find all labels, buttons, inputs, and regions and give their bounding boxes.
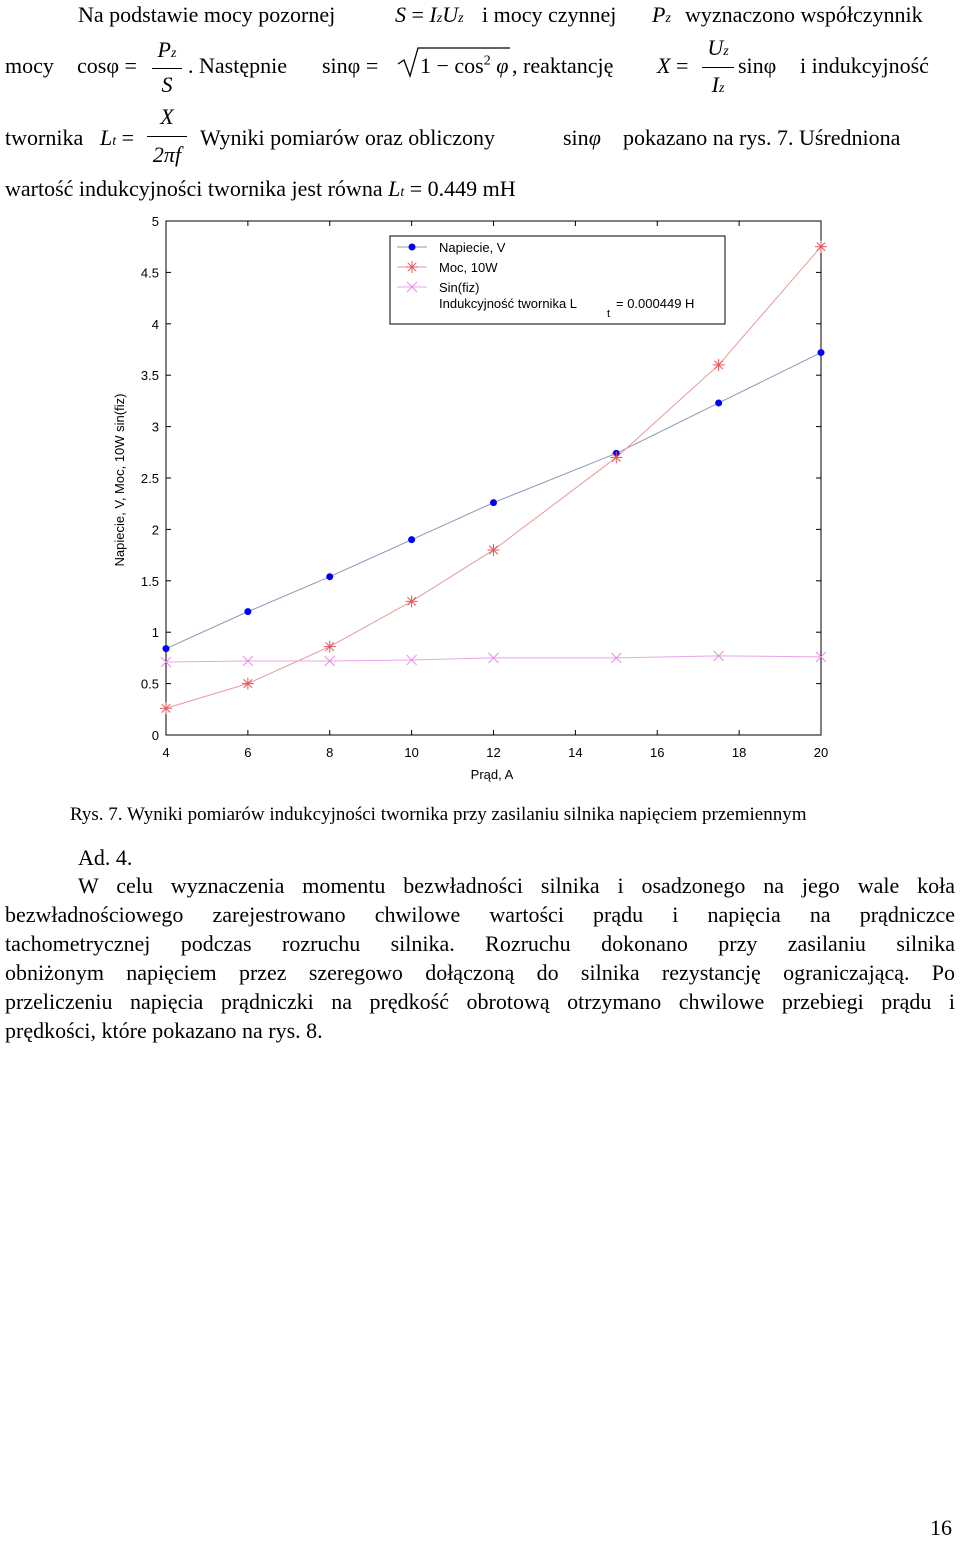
data-point-series-0 xyxy=(409,537,415,543)
fraction-uz-over-iz: Uz Iz xyxy=(700,35,736,98)
data-point-series-0 xyxy=(245,609,251,615)
text-fragment: Wyniki pomiarów oraz obliczony xyxy=(200,125,495,150)
y-tick-label: 2 xyxy=(151,522,159,538)
y-tick-label: 1 xyxy=(151,625,159,641)
y-tick-label: 1.5 xyxy=(140,573,159,589)
x-tick-label: 16 xyxy=(650,745,665,760)
data-point-series-0 xyxy=(327,574,333,580)
data-point-series-0 xyxy=(818,350,824,356)
paragraph-line: W celu wyznaczenia momentu bezwładności silnika i osadzonego na jego wale koła xyxy=(78,873,955,898)
text-fragment: pokazano na rys. 7. Uśredniona xyxy=(623,125,901,150)
legend-label: Sin(fiz) xyxy=(439,280,480,295)
x-tick-label: 14 xyxy=(568,745,583,760)
text-fragment: Na podstawie mocy pozornej xyxy=(78,2,336,27)
x-axis-label: Prąd, A xyxy=(470,767,514,782)
text-fragment: i mocy czynnej xyxy=(482,2,617,27)
y-tick-label: 3 xyxy=(151,419,159,435)
legend xyxy=(390,236,725,324)
paragraph-line: przeliczeniu napięcia prądniczki na prędkość obrotową otrzymano chwilowe przebiegi prądu i xyxy=(5,989,955,1014)
text-fragment: twornika xyxy=(5,125,84,150)
y-tick-label: 2.5 xyxy=(140,471,159,486)
formula-s-iz-uz: S = IzUz xyxy=(395,2,464,27)
data-point-series-1 xyxy=(160,702,172,714)
x-tick-label: 8 xyxy=(326,745,334,760)
series-line-2 xyxy=(166,656,821,662)
legend-note-value: = 0.000449 H xyxy=(616,296,695,311)
data-point-series-1 xyxy=(815,241,827,253)
figure-caption: Rys. 7. Wyniki pomiarów indukcyjności twornika przy zasilaniu silnika napięciem przemiennym xyxy=(70,804,807,825)
text-fragment: mocy xyxy=(5,53,54,78)
formula-cos-phi: cosφ = xyxy=(77,53,137,78)
data-point-series-0 xyxy=(163,646,169,652)
fraction-x-over-2pif: X 2πf xyxy=(145,104,189,168)
y-tick-label: 5 xyxy=(151,214,159,229)
y-tick-label: 4 xyxy=(151,316,159,332)
formula-lt-eq: Lt = xyxy=(100,125,135,150)
text-fragment: i indukcyjność xyxy=(800,53,929,78)
x-tick-label: 10 xyxy=(404,745,419,760)
y-tick-label: 0.5 xyxy=(140,676,159,692)
paragraph-line: tachometrycznej podczas rozruchu silnika. Rozruchu dokonano przy zasilaniu silnika xyxy=(5,931,955,956)
formula-sin-phi: sinφ = xyxy=(322,53,379,78)
legend-note-sub: t xyxy=(607,308,611,320)
formula-sin-phi-3: sinφ xyxy=(563,125,601,150)
legend-marker-sample xyxy=(409,244,415,250)
data-point-series-1 xyxy=(406,595,418,607)
legend-label: Moc, 10W xyxy=(439,260,498,275)
text-fragment: , reaktancję xyxy=(512,53,614,78)
x-tick-label: 20 xyxy=(813,745,829,760)
x-tick-label: 12 xyxy=(486,745,501,760)
y-tick-label: 0 xyxy=(151,728,159,743)
y-axis-label: Napiecie, V, Moc, 10W sin(fiz) xyxy=(112,393,127,567)
formula-sin-phi-2: sinφ xyxy=(738,53,777,78)
data-point-series-1 xyxy=(610,451,622,463)
legend-label: Napiecie, V xyxy=(439,240,506,255)
formula-pz: Pz xyxy=(652,2,671,27)
y-tick-label: 3.5 xyxy=(140,368,159,384)
data-point-series-0 xyxy=(491,500,497,506)
legend-note: Indukcyjność twornika L xyxy=(439,296,578,311)
page-number: 16 xyxy=(930,1515,952,1540)
legend-marker-sample xyxy=(406,261,418,273)
data-point-series-0 xyxy=(716,400,722,406)
x-tick-label: 4 xyxy=(162,745,170,760)
data-point-series-1 xyxy=(242,678,254,690)
x-tick-label: 6 xyxy=(244,745,252,760)
fraction-pz-over-s: Pz S xyxy=(150,37,184,98)
paragraph-line: bezwładnościowego zarejestrowano chwilowe wartości prądu i napięcia na prądniczce xyxy=(5,902,955,927)
data-point-series-1 xyxy=(488,544,500,556)
text-fragment: . Następnie xyxy=(188,53,287,78)
paragraph-line: obniżonym napięciem przez szeregowo dołączoną do silnika rezystancję ograniczającą. Po xyxy=(5,960,955,985)
data-point-series-1 xyxy=(324,641,336,653)
text-line-4: wartość indukcyjności twornika jest równa Lt = 0.449 mH xyxy=(5,176,516,201)
y-tick-label: 4.5 xyxy=(140,265,159,281)
formula-x-eq: X = xyxy=(657,53,689,78)
formula-radicand: $1 - \cos^2 \varphi$ xyxy=(420,53,509,78)
section-heading: Ad. 4. xyxy=(78,845,133,870)
x-tick-label: 18 xyxy=(731,745,747,760)
text-fragment: wyznaczono współczynnik xyxy=(685,2,923,27)
paragraph-line-last: prędkości, które pokazano na rys. 8. xyxy=(5,1018,323,1043)
